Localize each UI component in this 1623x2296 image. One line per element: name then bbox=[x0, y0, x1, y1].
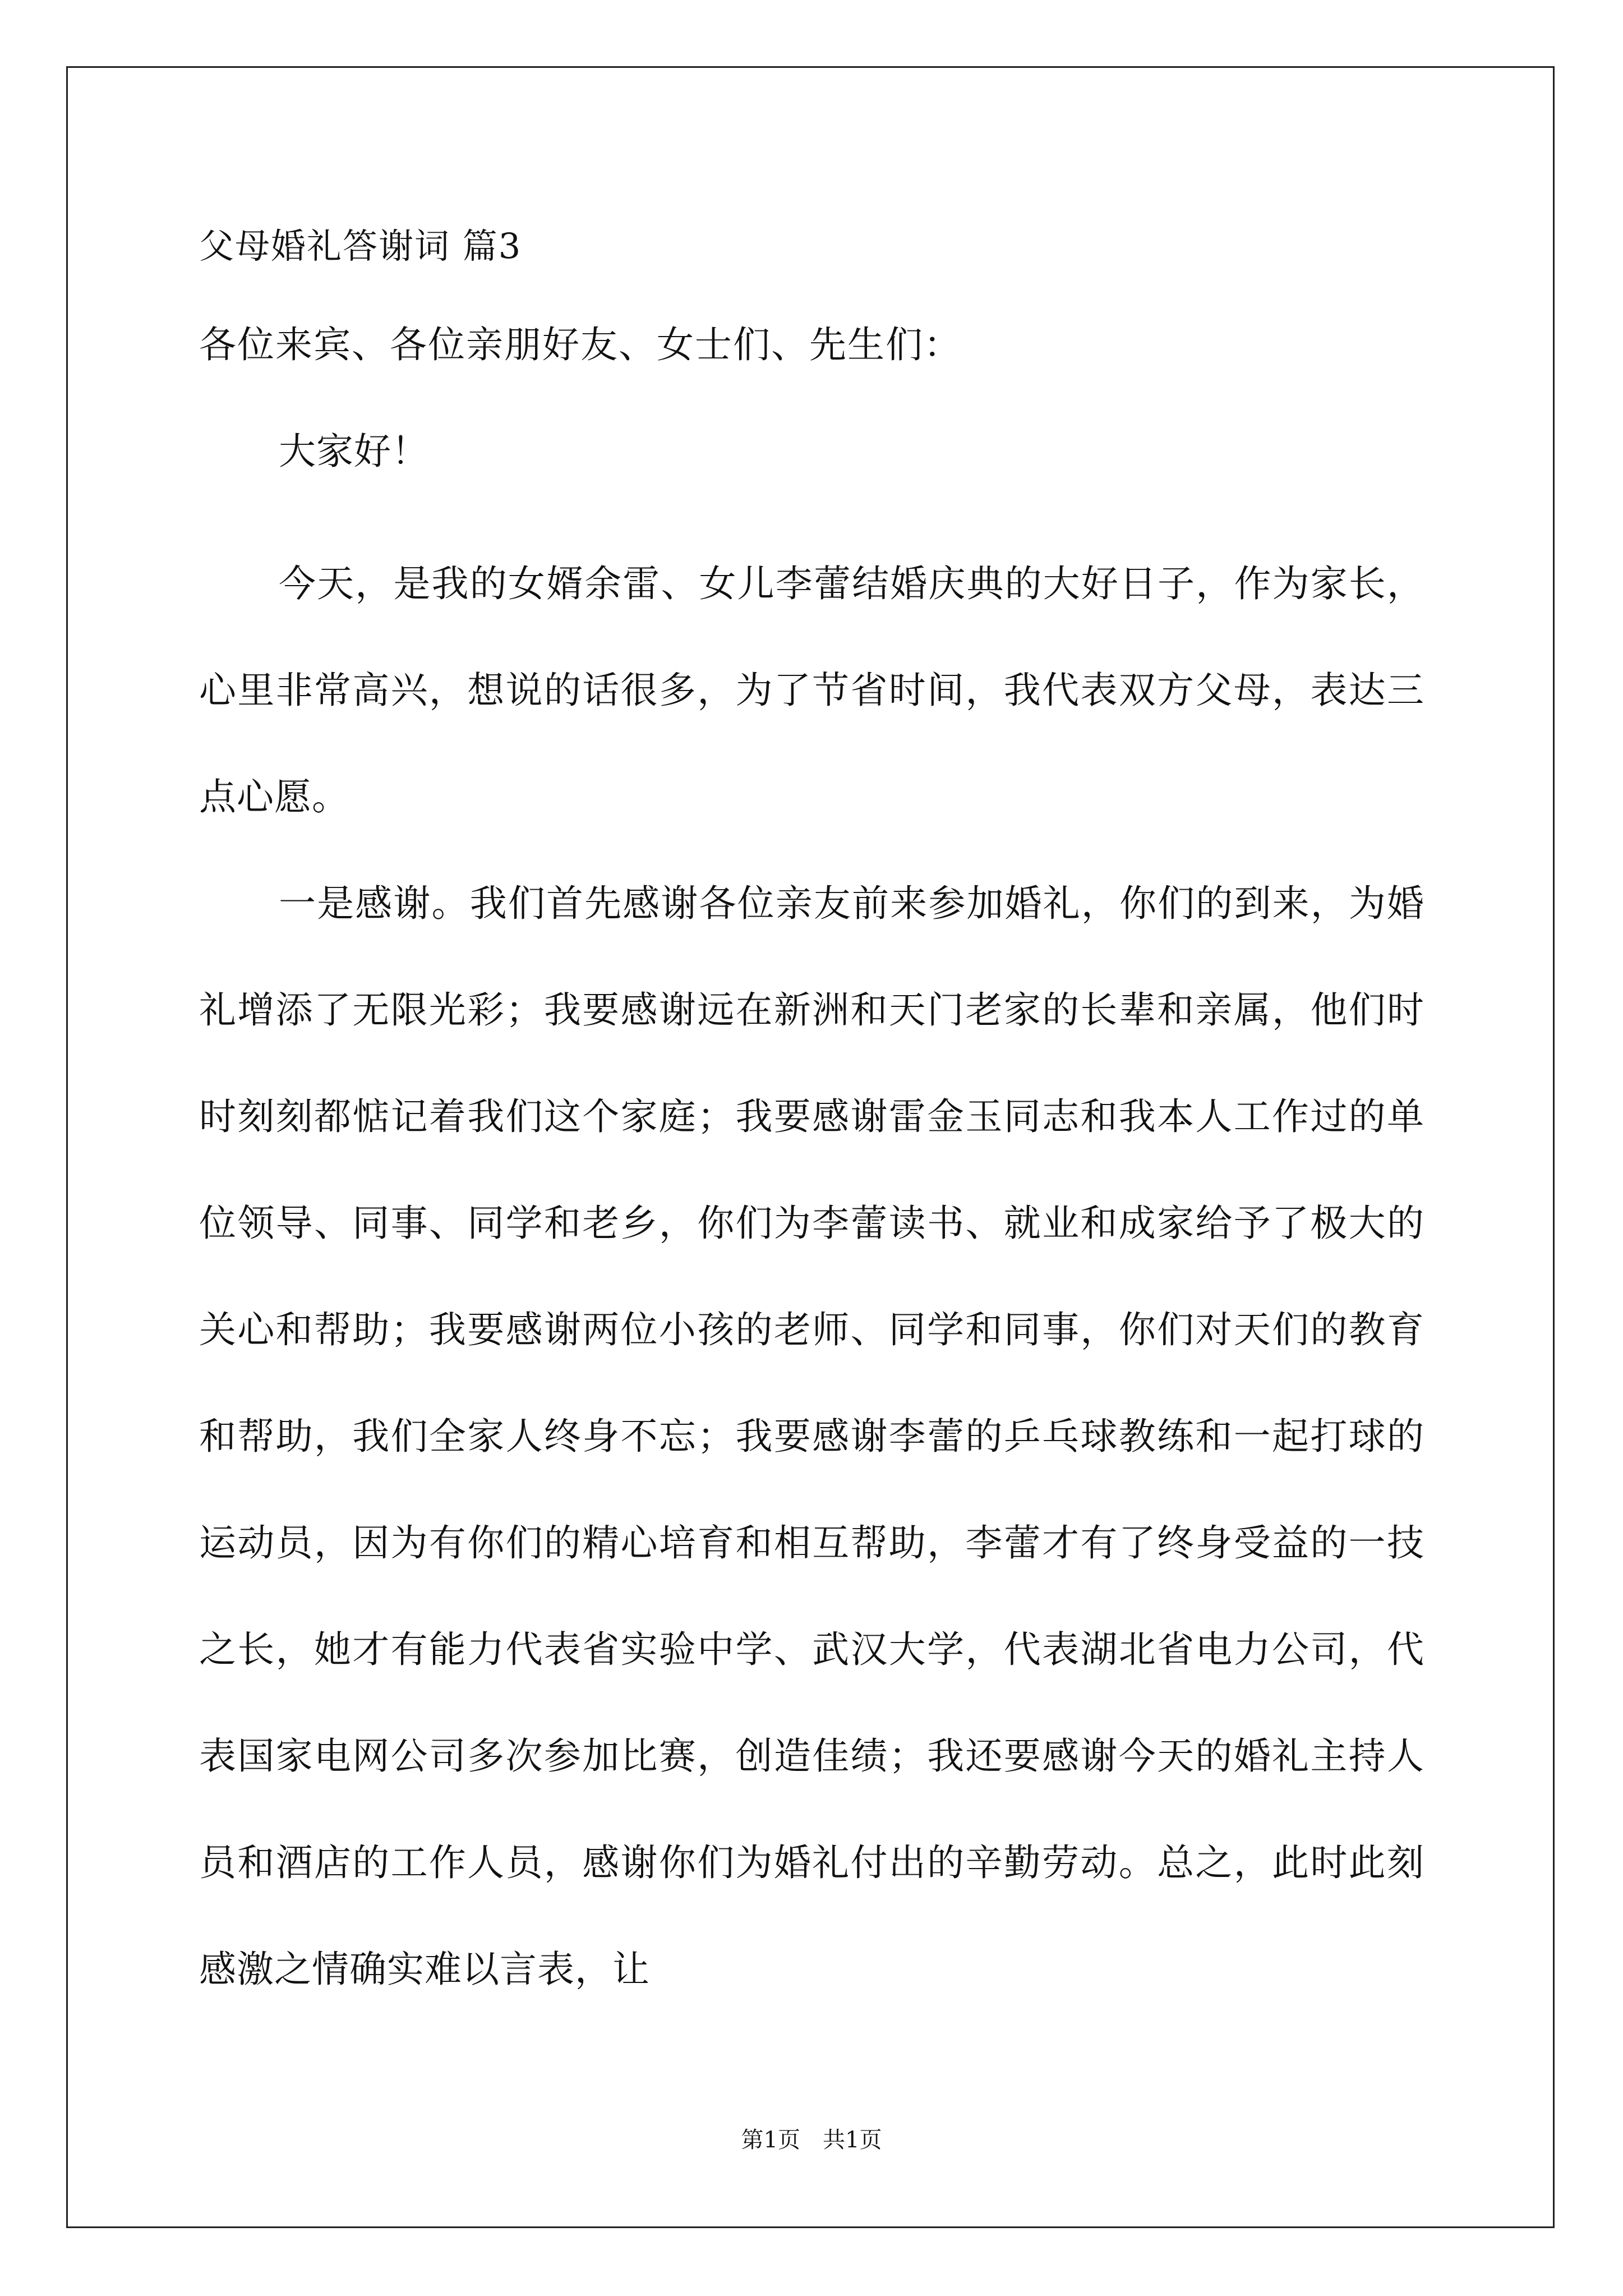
salutation: 各位来宾、各位亲朋好友、女士们、先生们： bbox=[199, 323, 962, 366]
page-number-current: 第1页 bbox=[741, 2127, 800, 2153]
greeting: 大家好！ bbox=[279, 430, 429, 473]
paragraph-1: 今天，是我的女婿余雷、女儿李蕾结婚庆典的大好日子，作为家长，心里非常高兴，想说的话很多，为了节省时间，我代表双方父母，表达三点心愿。 bbox=[199, 562, 1424, 818]
document-heading: 父母婚礼答谢词 篇3 bbox=[199, 226, 522, 266]
document-body bbox=[199, 219, 1424, 2023]
page-footer bbox=[0, 2126, 1623, 2154]
page-number-total: 共1页 bbox=[823, 2127, 882, 2153]
paragraph-2: 一是感谢。我们首先感谢各位亲友前来参加婚礼，你们的到来，为婚礼增添了无限光彩；我要感谢远在新洲和天门老家的长辈和亲属，他们时时刻刻都惦记着我们这个家庭；我要感谢雷金玉同志和我本人工作过的单位领导、同事、同学和老乡，你们为李蕾读书、就业和成家给予了极大的关心和帮助；我要感谢两位小孩的老师、同学和同事，你们对天们的教育和帮助，我们全家人终身不忘；我要感谢李蕾的乒乓球教练和一起打球的运动员，因为有你们的精心培育和相互帮助，李蕾才有了终身受益的一技之长，她才有能力代表省实验中学、武汉大学，代表湖北省电力公司，代表国家电网公司多次参加比赛，创造佳绩；我还要感谢今天的婚礼主持人员和酒店的工作人员，感谢你们为婚礼付出的辛勤劳动。总之，此时此刻感激之情确实难以言表，让 bbox=[199, 882, 1424, 1991]
